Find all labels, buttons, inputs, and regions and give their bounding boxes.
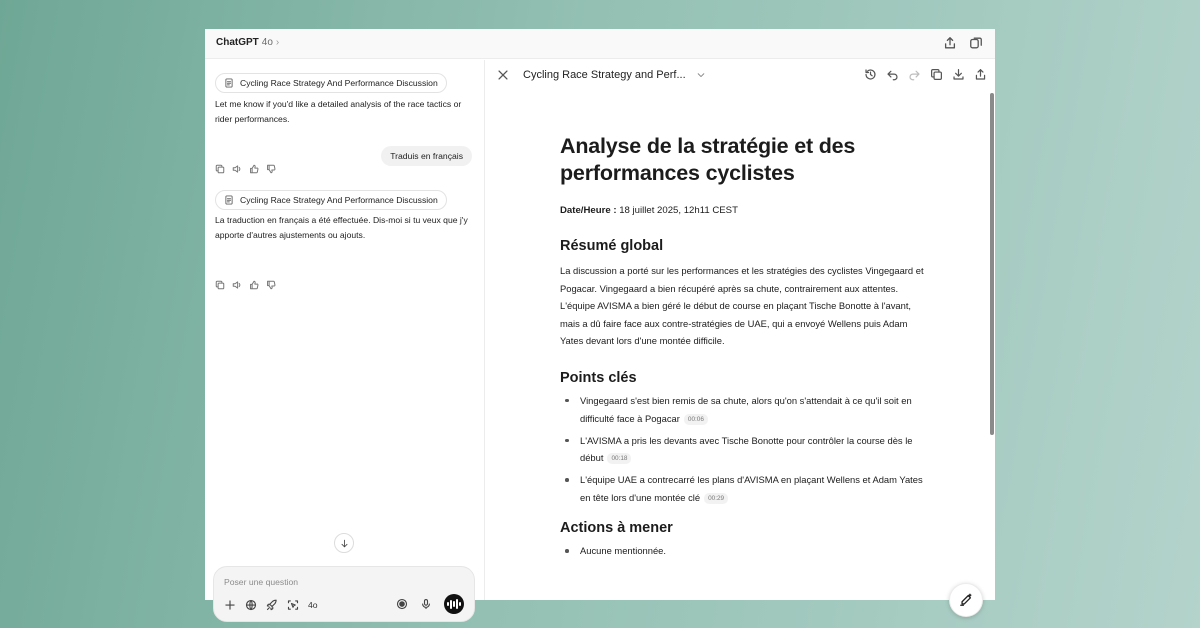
microphone-icon[interactable] xyxy=(420,598,432,610)
chevron-right-icon: › xyxy=(275,37,280,48)
rocket-icon[interactable] xyxy=(266,599,278,611)
copy-icon[interactable] xyxy=(215,164,225,174)
timestamp-badge[interactable]: 00:29 xyxy=(704,493,728,504)
voice-mode-button[interactable] xyxy=(444,594,464,614)
doc-title: Analyse de la stratégie et des performances cyclistes xyxy=(560,134,856,185)
prompt-input[interactable] xyxy=(224,575,454,589)
composer xyxy=(213,566,475,622)
canvas-doc-chip[interactable] xyxy=(215,73,447,93)
model-switcher[interactable] xyxy=(216,37,279,48)
share-icon[interactable] xyxy=(943,36,957,50)
waveform-icon xyxy=(447,599,461,609)
read-aloud-icon[interactable] xyxy=(232,280,242,290)
scroll-down-button[interactable] xyxy=(334,533,354,553)
actions-list xyxy=(560,542,930,560)
top-actions xyxy=(943,36,983,50)
date-label: Date/Heure : xyxy=(560,205,617,216)
composer-right-tools xyxy=(396,594,464,614)
list-item xyxy=(560,392,930,427)
message-actions xyxy=(215,280,276,290)
composer-tools xyxy=(224,599,318,611)
canvas-header xyxy=(486,60,995,90)
assistant-message: La traduction en français a été effectuée. Dis-moi si tu veux que j'y apporte d'autres ajustements ou ajouts. xyxy=(215,215,468,240)
list-item: Aucune mentionnée. xyxy=(560,542,930,560)
share-icon[interactable] xyxy=(974,68,987,81)
thumbs-down-icon[interactable] xyxy=(266,280,276,290)
screen-select-icon[interactable] xyxy=(287,599,299,611)
chevron-down-icon xyxy=(696,70,706,80)
summary-heading: Résumé global xyxy=(560,238,664,254)
canvas-document[interactable] xyxy=(560,133,930,564)
point-text: L'équipe UAE a contrecarré les plans d'AVISMA en plaçant Wellens et Adam Yates en tête lors d'une montée clé xyxy=(580,474,923,503)
top-bar xyxy=(205,29,995,59)
points-heading: Points clés xyxy=(560,369,637,386)
app-window xyxy=(205,29,995,610)
edit-button[interactable] xyxy=(949,583,983,617)
model-name: 4o xyxy=(261,37,273,48)
canvas-toolbar xyxy=(864,68,987,81)
list-item xyxy=(560,432,930,467)
app-name: ChatGPT xyxy=(216,37,259,48)
canvas-title-dropdown[interactable] xyxy=(523,69,706,81)
point-text: L'AVISMA a pris les devants avec Tische Bonotte pour contrôler la course dès le début xyxy=(580,434,913,464)
record-icon[interactable] xyxy=(396,598,408,610)
edit-icon xyxy=(959,593,973,607)
message-actions xyxy=(215,164,276,174)
assistant-message: Let me know if you'd like a detailed analysis of the race tactics or rider performances. xyxy=(215,99,462,124)
date-value: 18 juillet 2025, 12h11 CEST xyxy=(619,205,738,216)
summary-text: La discussion a porté sur les performances et les stratégies des cyclistes Vingegaard et Pogacar. Vingegaard a bien récupéré après sa chute, contrairement aux attentes. L'équipe AVISMA a bien géré le début de course en plaçant Tische Bonotte à l'avant, mais a dû faire face aux contre-stratégies de UAE, qui a envoyé Wellens puis Adam Yates devant lors d'une montée difficile. xyxy=(560,265,924,347)
scrollbar[interactable] xyxy=(990,93,994,435)
points-list xyxy=(560,392,930,506)
document-icon xyxy=(224,78,234,88)
canvas-title: Cycling Race Strategy and Perf... xyxy=(523,69,686,81)
user-message: Traduis en français xyxy=(381,146,472,166)
globe-icon[interactable] xyxy=(245,599,257,611)
chat-panel xyxy=(205,60,485,610)
thumbs-down-icon[interactable] xyxy=(266,164,276,174)
doc-chip-label: Cycling Race Strategy And Performance Discussion xyxy=(240,195,438,205)
arrow-down-icon xyxy=(340,539,349,548)
composer-model-label[interactable]: 4o xyxy=(308,600,318,610)
copy-icon[interactable] xyxy=(930,68,943,81)
download-icon[interactable] xyxy=(952,68,965,81)
undo-icon[interactable] xyxy=(886,68,899,81)
doc-chip-label: Cycling Race Strategy And Performance Discussion xyxy=(240,78,438,88)
close-icon[interactable] xyxy=(496,68,510,82)
actions-heading: Actions à mener xyxy=(560,520,673,537)
canvas-doc-chip[interactable] xyxy=(215,190,447,210)
document-icon xyxy=(224,195,234,205)
redo-icon[interactable] xyxy=(908,68,921,81)
thumbs-up-icon[interactable] xyxy=(249,164,259,174)
new-window-icon[interactable] xyxy=(969,36,983,50)
plus-icon[interactable] xyxy=(224,599,236,611)
point-text: Vingegaard s'est bien remis de sa chute, alors qu'on s'attendait à ce qu'il soit en difficulté face à Pogacar xyxy=(580,394,912,424)
timestamp-badge[interactable]: 00:06 xyxy=(684,414,708,425)
copy-icon[interactable] xyxy=(215,280,225,290)
list-item xyxy=(560,471,930,506)
timestamp-badge[interactable]: 00:18 xyxy=(607,453,631,464)
read-aloud-icon[interactable] xyxy=(232,164,242,174)
history-icon[interactable] xyxy=(864,68,877,81)
doc-date xyxy=(560,205,930,216)
canvas-panel xyxy=(486,60,995,600)
thumbs-up-icon[interactable] xyxy=(249,280,259,290)
